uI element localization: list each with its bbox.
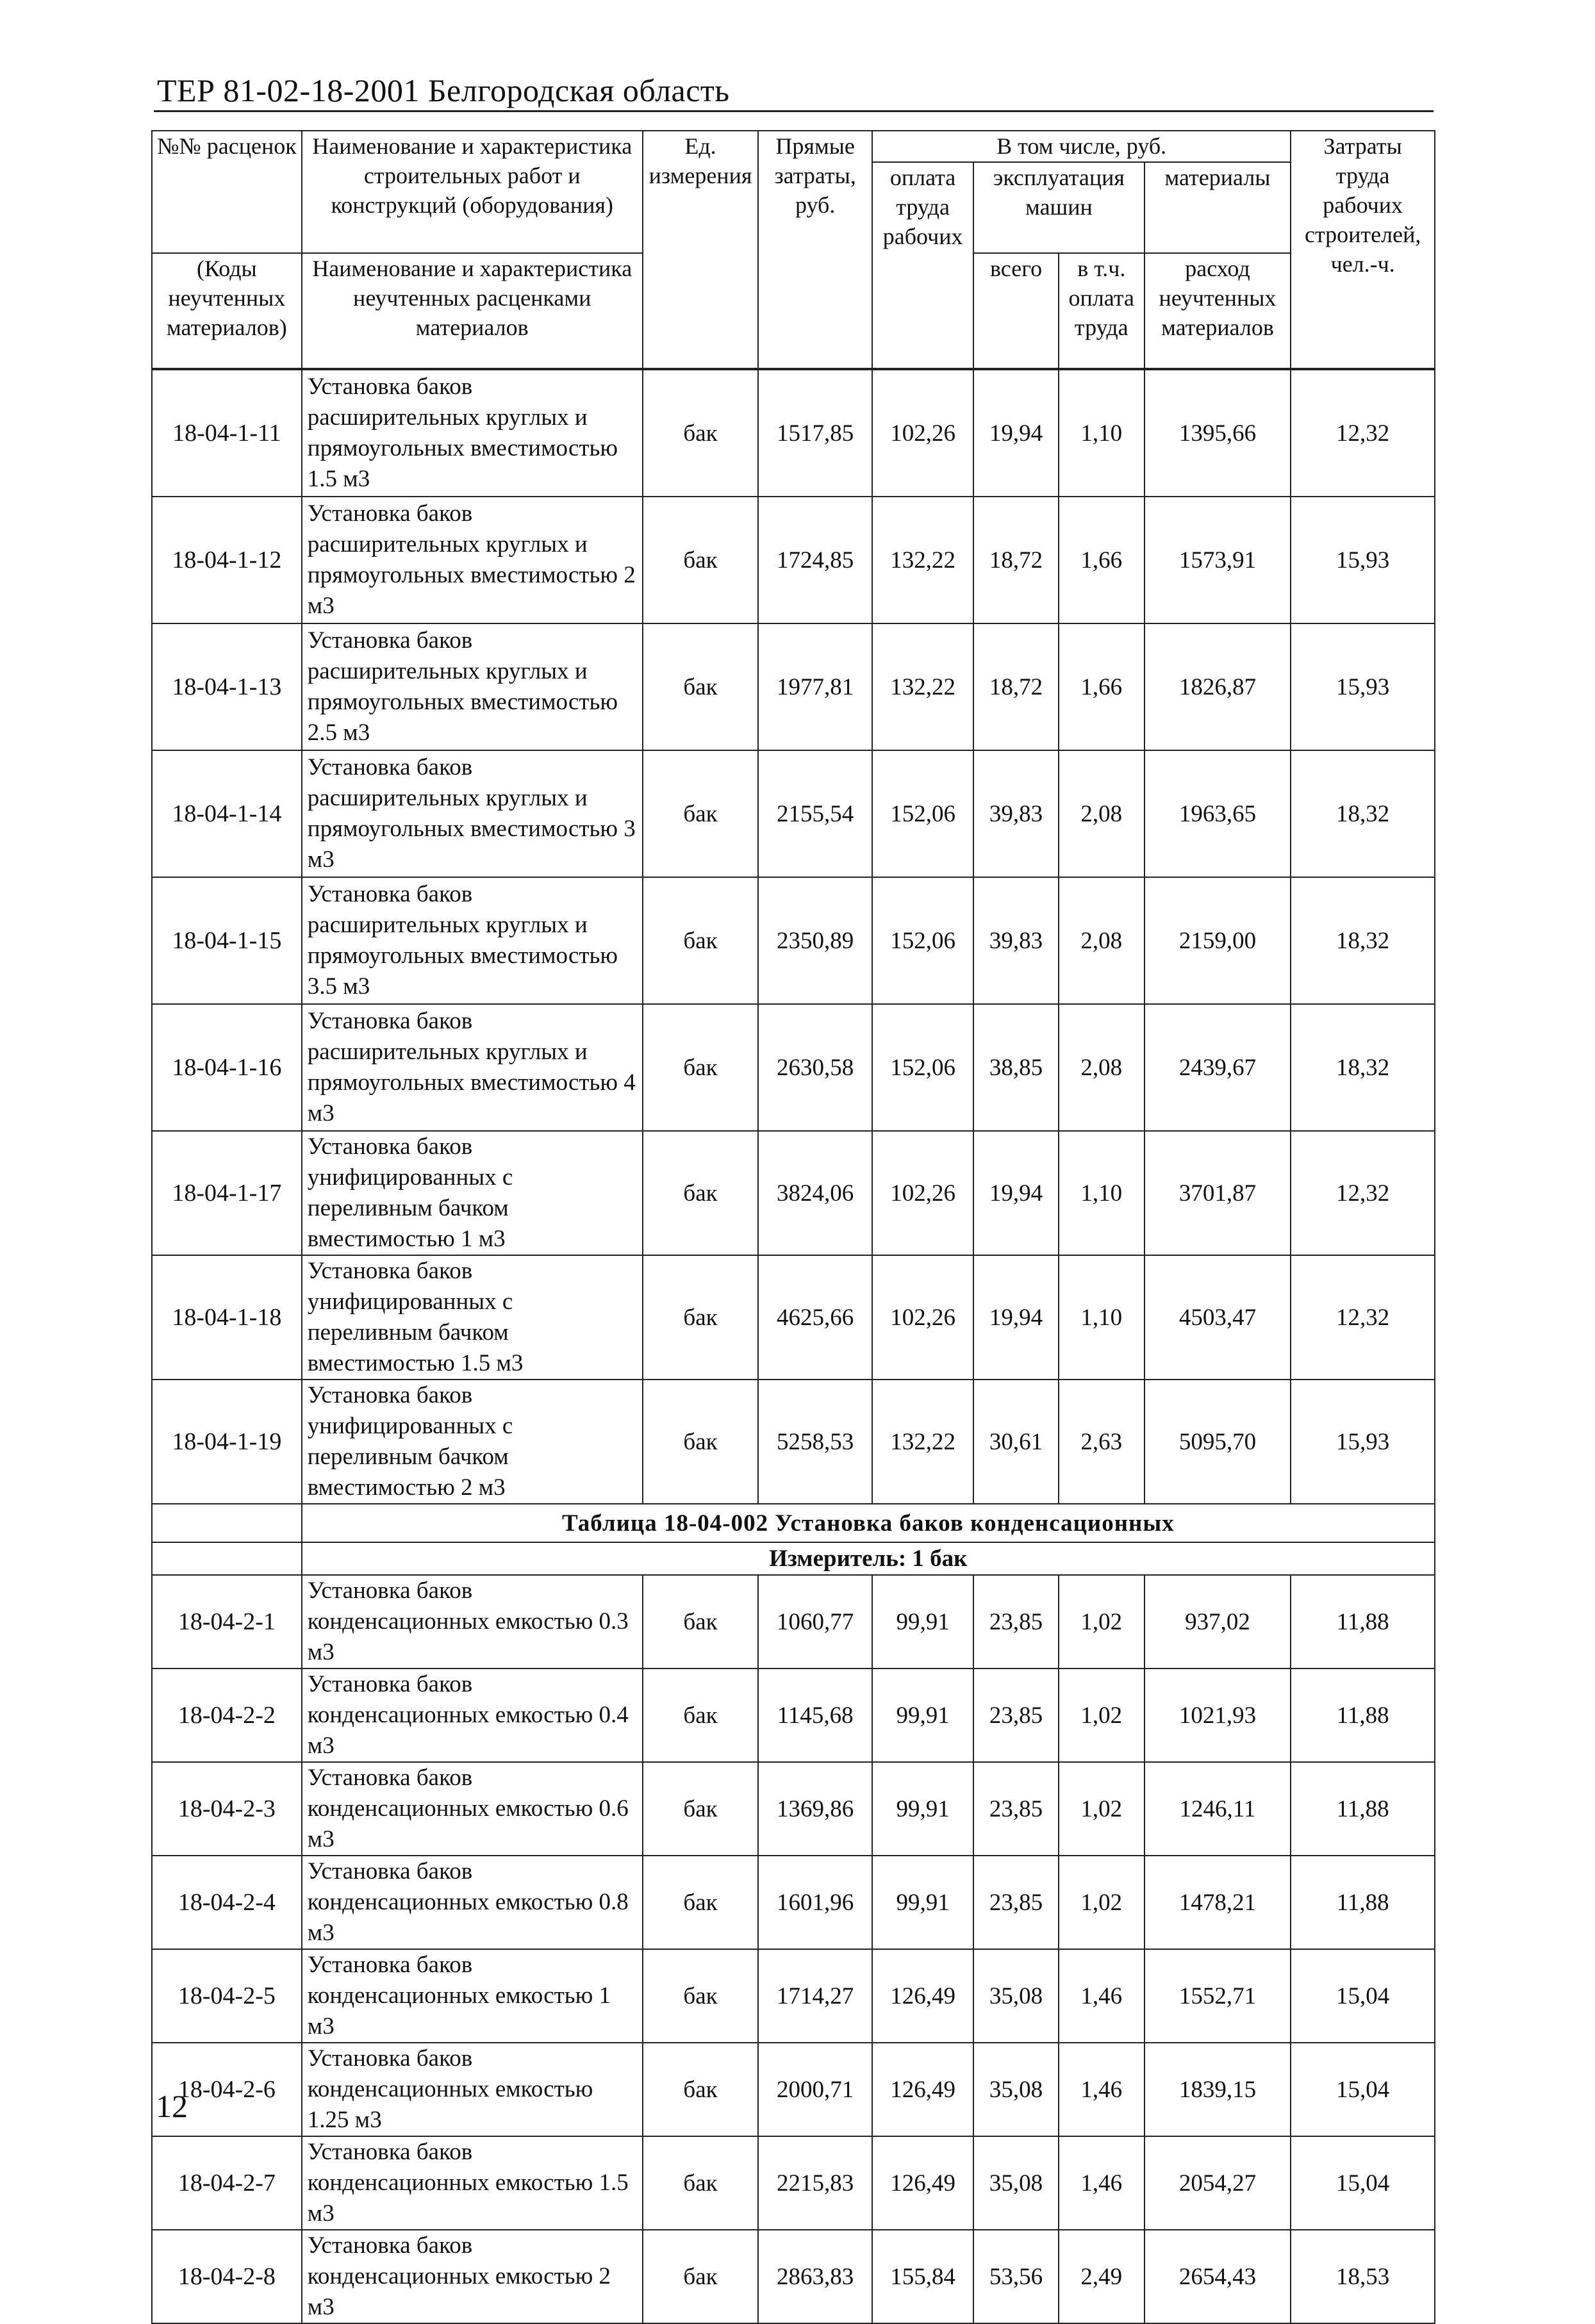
machine-wage: 1,46 — [1059, 1949, 1145, 2043]
unit-cell: бак — [643, 497, 759, 623]
labor-cost: 18,53 — [1291, 2230, 1435, 2323]
labor-cost: 15,04 — [1291, 2136, 1435, 2230]
col-header-mach-total: всего — [973, 253, 1059, 368]
unit-cell: бак — [643, 1380, 759, 1504]
page-number: 12 — [156, 2088, 188, 2124]
table-row — [152, 1949, 1435, 2043]
machine-cost: 23,85 — [973, 1669, 1059, 1762]
wage-cost: 99,91 — [872, 1669, 973, 1762]
direct-cost: 1977,81 — [758, 623, 872, 750]
material-cost: 3701,87 — [1145, 1131, 1291, 1255]
direct-cost: 2350,89 — [758, 877, 872, 1004]
machine-wage: 1,02 — [1059, 1669, 1145, 1762]
rate-code: 18-04-1-18 — [152, 1255, 302, 1380]
machine-wage: 1,46 — [1059, 2043, 1145, 2136]
work-name: Установка баков унифицированных с переливным бачком вместимостью 2 м3 — [302, 1380, 643, 1504]
direct-cost: 1714,27 — [758, 1949, 872, 2043]
header-rule — [154, 110, 1434, 112]
machine-wage: 1,02 — [1059, 1575, 1145, 1669]
machine-cost: 23,85 — [973, 1856, 1059, 1949]
table-row — [152, 497, 1435, 623]
work-name: Установка баков конденсационных емкостью 1.25 м3 — [302, 2043, 643, 2136]
material-cost: 1839,15 — [1145, 2043, 1291, 2136]
material-cost: 1826,87 — [1145, 623, 1291, 750]
unit-cell: бак — [643, 2136, 759, 2230]
work-name: Установка баков унифицированных с переливным бачком вместимостью 1.5 м3 — [302, 1255, 643, 1380]
unit-cell: бак — [643, 750, 759, 877]
labor-cost: 15,93 — [1291, 497, 1435, 623]
col-header-wage: оплата труда рабочих — [872, 162, 973, 368]
machine-cost: 18,72 — [973, 497, 1059, 623]
col-header-name: Наименование и характеристика строительных работ и конструкций (оборудования) — [302, 131, 643, 253]
material-cost: 1552,71 — [1145, 1949, 1291, 2043]
table-row — [152, 1669, 1435, 1762]
labor-cost: 15,93 — [1291, 623, 1435, 750]
wage-cost: 99,91 — [872, 1856, 973, 1949]
material-cost: 2159,00 — [1145, 877, 1291, 1004]
material-cost: 4503,47 — [1145, 1255, 1291, 1380]
empty-cell — [152, 1542, 302, 1575]
table-row — [152, 623, 1435, 750]
table-row — [152, 370, 1435, 497]
wage-cost: 132,22 — [872, 1380, 973, 1504]
wage-cost: 102,26 — [872, 1131, 973, 1255]
machine-cost: 18,72 — [973, 623, 1059, 750]
col-header-codes: (Коды неучтенных материалов) — [152, 253, 302, 368]
rate-code: 18-04-1-11 — [152, 370, 302, 497]
rate-code: 18-04-1-12 — [152, 497, 302, 623]
unit-cell: бак — [643, 2230, 759, 2323]
machine-cost: 35,08 — [973, 1949, 1059, 2043]
rate-code: 18-04-2-5 — [152, 1949, 302, 2043]
machine-wage: 1,10 — [1059, 1255, 1145, 1380]
machine-wage: 1,10 — [1059, 370, 1145, 497]
machine-cost: 30,61 — [973, 1380, 1059, 1504]
wage-cost: 126,49 — [872, 2043, 973, 2136]
table-measure-row — [152, 1542, 1435, 1575]
table-row — [152, 1856, 1435, 1949]
work-name: Установка баков конденсационных емкостью 1.5 м3 — [302, 2136, 643, 2230]
rate-code: 18-04-2-6 — [152, 2043, 302, 2136]
direct-cost: 1060,77 — [758, 1575, 872, 1669]
labor-cost: 15,04 — [1291, 2043, 1435, 2136]
unit-cell: бак — [643, 1762, 759, 1856]
direct-cost: 3824,06 — [758, 1131, 872, 1255]
direct-cost: 2215,83 — [758, 2136, 872, 2230]
rate-code: 18-04-2-7 — [152, 2136, 302, 2230]
labor-cost: 15,04 — [1291, 1949, 1435, 2043]
table-row — [152, 1131, 1435, 1255]
table-title-row — [152, 1504, 1435, 1542]
work-name: Установка баков расширительных круглых и прямоугольных вместимостью 2.5 м3 — [302, 623, 643, 750]
direct-cost: 1145,68 — [758, 1669, 872, 1762]
direct-cost: 4625,66 — [758, 1255, 872, 1380]
work-name: Установка баков расширительных круглых и прямоугольных вместимостью 3.5 м3 — [302, 877, 643, 1004]
material-cost: 5095,70 — [1145, 1380, 1291, 1504]
wage-cost: 99,91 — [872, 1762, 973, 1856]
unit-cell: бак — [643, 1856, 759, 1949]
labor-cost: 18,32 — [1291, 1004, 1435, 1131]
material-cost: 1021,93 — [1145, 1669, 1291, 1762]
machine-wage: 2,08 — [1059, 750, 1145, 877]
price-table — [151, 130, 1435, 2324]
direct-cost: 2863,83 — [758, 2230, 872, 2323]
col-header-direct: Прямые затраты, руб. — [758, 131, 872, 368]
wage-cost: 99,91 — [872, 1575, 973, 1669]
material-cost: 1395,66 — [1145, 370, 1291, 497]
work-name: Установка баков конденсационных емкостью 0.8 м3 — [302, 1856, 643, 1949]
table-row — [152, 750, 1435, 877]
material-cost: 2654,43 — [1145, 2230, 1291, 2323]
machine-wage: 1,02 — [1059, 1762, 1145, 1856]
labor-cost: 12,32 — [1291, 1131, 1435, 1255]
table-row — [152, 2043, 1435, 2136]
unit-cell: бак — [643, 2043, 759, 2136]
wage-cost: 126,49 — [872, 2136, 973, 2230]
wage-cost: 152,06 — [872, 877, 973, 1004]
unit-cell: бак — [643, 1255, 759, 1380]
unit-cell: бак — [643, 1575, 759, 1669]
col-header-mat: материалы — [1145, 162, 1291, 253]
work-name: Установка баков унифицированных с переливным бачком вместимостью 1 м3 — [302, 1131, 643, 1255]
rate-code: 18-04-1-17 — [152, 1131, 302, 1255]
table-row — [152, 1380, 1435, 1504]
work-name: Установка баков конденсационных емкостью 0.3 м3 — [302, 1575, 643, 1669]
machine-wage: 1,02 — [1059, 1856, 1145, 1949]
col-header-unit: Ед. измерения — [643, 131, 759, 368]
col-header-labor: Затраты труда рабочих строителей, чел.-ч. — [1291, 131, 1435, 368]
direct-cost: 5258,53 — [758, 1380, 872, 1504]
machine-wage: 1,66 — [1059, 497, 1145, 623]
material-cost: 2054,27 — [1145, 2136, 1291, 2230]
machine-wage: 2,08 — [1059, 877, 1145, 1004]
table-row — [152, 2230, 1435, 2323]
wage-cost: 152,06 — [872, 750, 973, 877]
machine-cost: 23,85 — [973, 1575, 1059, 1669]
wage-cost: 152,06 — [872, 1004, 973, 1131]
direct-cost: 1517,85 — [758, 370, 872, 497]
direct-cost: 1724,85 — [758, 497, 872, 623]
direct-cost: 2000,71 — [758, 2043, 872, 2136]
machine-cost: 53,56 — [973, 2230, 1059, 2323]
table-row — [152, 1762, 1435, 1856]
labor-cost: 18,32 — [1291, 877, 1435, 1004]
machine-wage: 1,66 — [1059, 623, 1145, 750]
col-header-mat2: расход неучтенных материалов — [1145, 253, 1291, 368]
material-cost: 1573,91 — [1145, 497, 1291, 623]
wage-cost: 132,22 — [872, 497, 973, 623]
table-title: Таблица 18-04-002 Установка баков конденсационных — [302, 1504, 1435, 1542]
machine-cost: 38,85 — [973, 1004, 1059, 1131]
empty-cell — [152, 1504, 302, 1542]
page-header: ТЕР 81-02-18-2001 Белгородская область — [157, 72, 730, 108]
rate-code: 18-04-2-2 — [152, 1669, 302, 1762]
machine-cost: 35,08 — [973, 2043, 1059, 2136]
material-cost: 1963,65 — [1145, 750, 1291, 877]
unit-cell: бак — [643, 877, 759, 1004]
rate-code: 18-04-1-14 — [152, 750, 302, 877]
work-name: Установка баков конденсационных емкостью 0.6 м3 — [302, 1762, 643, 1856]
unit-cell: бак — [643, 623, 759, 750]
rate-code: 18-04-1-13 — [152, 623, 302, 750]
machine-cost: 39,83 — [973, 877, 1059, 1004]
table-row — [152, 877, 1435, 1004]
labor-cost: 11,88 — [1291, 1856, 1435, 1949]
unit-cell: бак — [643, 1004, 759, 1131]
col-header-num: №№ расценок — [152, 131, 302, 253]
rate-code: 18-04-2-3 — [152, 1762, 302, 1856]
col-header-mach-wage: в т.ч. оплата труда — [1059, 253, 1145, 368]
rate-code: 18-04-2-1 — [152, 1575, 302, 1669]
work-name: Установка баков расширительных круглых и прямоугольных вместимостью 3 м3 — [302, 750, 643, 877]
wage-cost: 155,84 — [872, 2230, 973, 2323]
material-cost: 937,02 — [1145, 1575, 1291, 1669]
rate-code: 18-04-2-8 — [152, 2230, 302, 2323]
labor-cost: 12,32 — [1291, 1255, 1435, 1380]
unit-cell: бак — [643, 1949, 759, 2043]
col-header-incl: В том числе, руб. — [872, 131, 1291, 162]
work-name: Установка баков расширительных круглых и прямоугольных вместимостью 2 м3 — [302, 497, 643, 623]
machine-wage: 1,10 — [1059, 1131, 1145, 1255]
rate-code: 18-04-1-16 — [152, 1004, 302, 1131]
wage-cost: 126,49 — [872, 1949, 973, 2043]
material-cost: 1246,11 — [1145, 1762, 1291, 1856]
rate-code: 18-04-2-4 — [152, 1856, 302, 1949]
machine-cost: 39,83 — [973, 750, 1059, 877]
rate-code: 18-04-1-19 — [152, 1380, 302, 1504]
labor-cost: 15,93 — [1291, 1380, 1435, 1504]
machine-wage: 2,08 — [1059, 1004, 1145, 1131]
col-header-mach: эксплуатация машин — [973, 162, 1144, 253]
labor-cost: 11,88 — [1291, 1669, 1435, 1762]
material-cost: 1478,21 — [1145, 1856, 1291, 1949]
work-name: Установка баков расширительных круглых и прямоугольных вместимостью 4 м3 — [302, 1004, 643, 1131]
machine-cost: 19,94 — [973, 1131, 1059, 1255]
work-name: Установка баков конденсационных емкостью 0.4 м3 — [302, 1669, 643, 1762]
table-row — [152, 1575, 1435, 1669]
machine-cost: 19,94 — [973, 370, 1059, 497]
labor-cost: 11,88 — [1291, 1575, 1435, 1669]
unit-cell: бак — [643, 1131, 759, 1255]
machine-cost: 35,08 — [973, 2136, 1059, 2230]
unit-cell: бак — [643, 370, 759, 497]
material-cost: 2439,67 — [1145, 1004, 1291, 1131]
wage-cost: 102,26 — [872, 370, 973, 497]
direct-cost: 1369,86 — [758, 1762, 872, 1856]
direct-cost: 2155,54 — [758, 750, 872, 877]
labor-cost: 12,32 — [1291, 370, 1435, 497]
machine-wage: 2,63 — [1059, 1380, 1145, 1504]
machine-wage: 1,46 — [1059, 2136, 1145, 2230]
unit-cell: бак — [643, 1669, 759, 1762]
wage-cost: 102,26 — [872, 1255, 973, 1380]
table-row — [152, 2136, 1435, 2230]
col-header-name2: Наименование и характеристика неучтенных расценками материалов — [302, 253, 643, 368]
machine-wage: 2,49 — [1059, 2230, 1145, 2323]
machine-cost: 19,94 — [973, 1255, 1059, 1380]
work-name: Установка баков расширительных круглых и прямоугольных вместимостью 1.5 м3 — [302, 370, 643, 497]
wage-cost: 132,22 — [872, 623, 973, 750]
direct-cost: 1601,96 — [758, 1856, 872, 1949]
labor-cost: 18,32 — [1291, 750, 1435, 877]
work-name: Установка баков конденсационных емкостью 1 м3 — [302, 1949, 643, 2043]
table-row — [152, 1255, 1435, 1380]
table-measure: Измеритель: 1 бак — [302, 1542, 1435, 1575]
table-row — [152, 1004, 1435, 1131]
work-name: Установка баков конденсационных емкостью 2 м3 — [302, 2230, 643, 2323]
machine-cost: 23,85 — [973, 1762, 1059, 1856]
rate-code: 18-04-1-15 — [152, 877, 302, 1004]
direct-cost: 2630,58 — [758, 1004, 872, 1131]
labor-cost: 11,88 — [1291, 1762, 1435, 1856]
